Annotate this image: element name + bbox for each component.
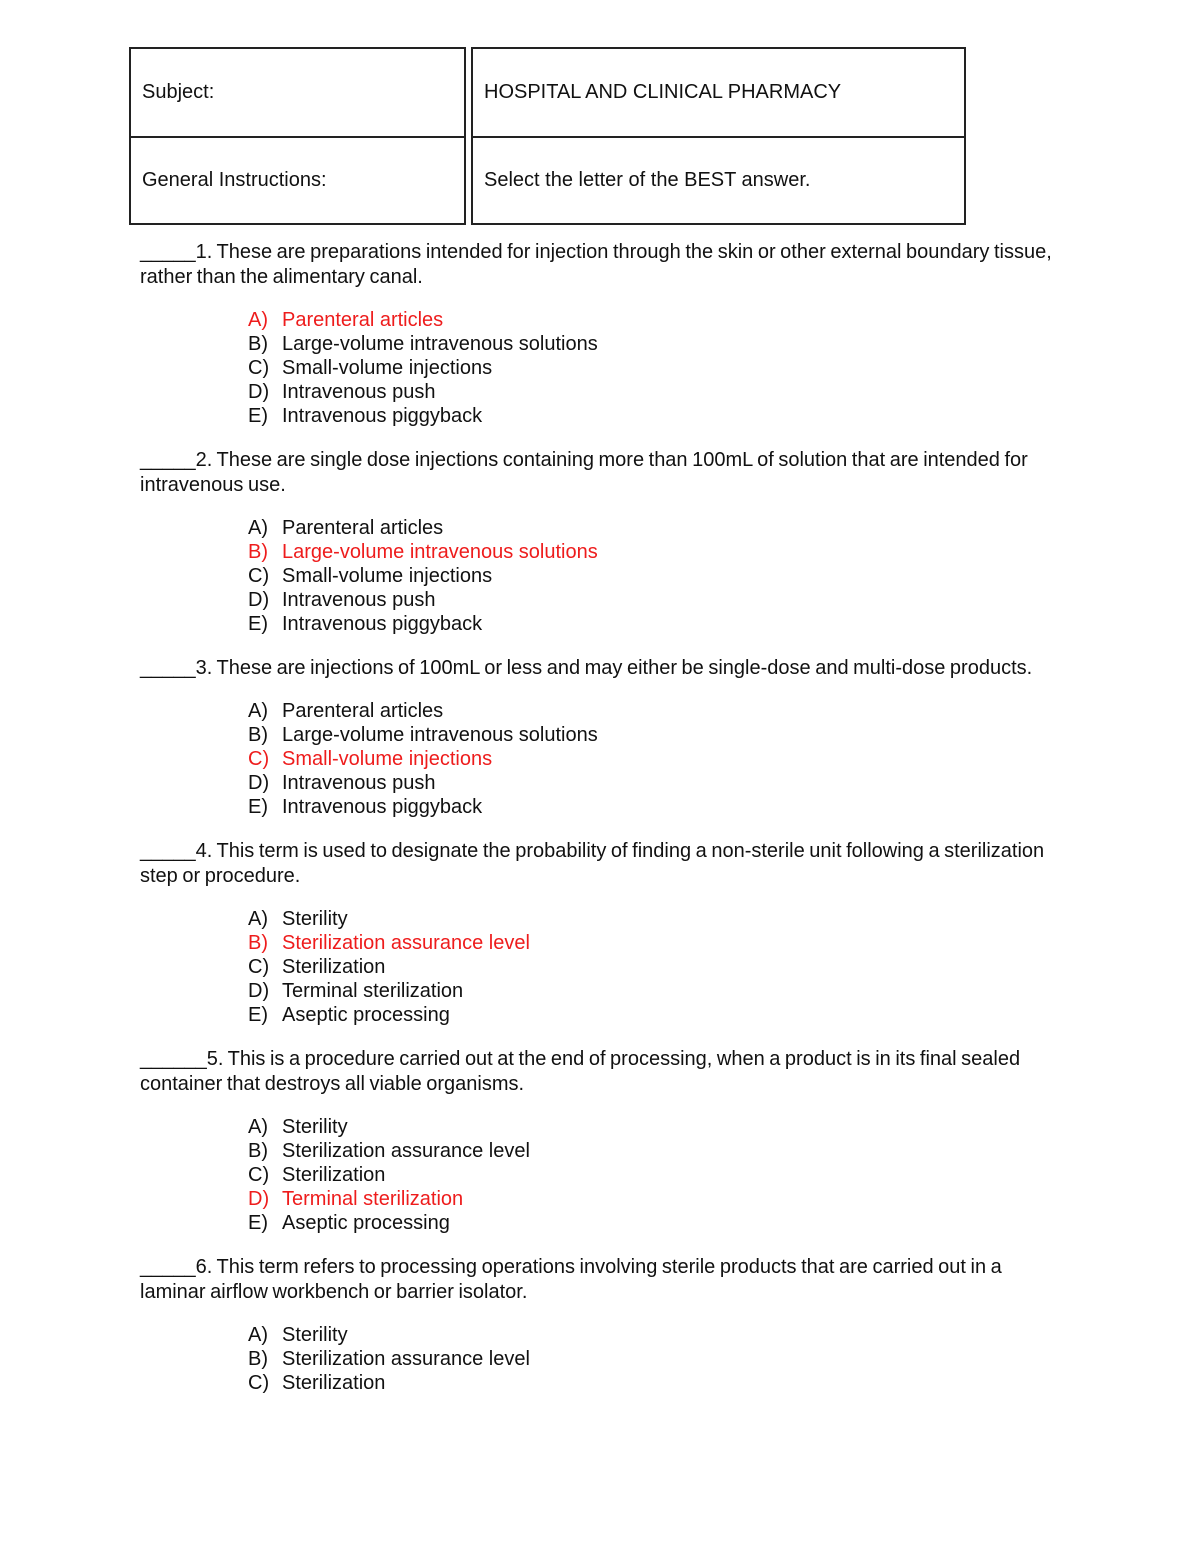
answer-options [140,699,1060,819]
option-text: Parenteral articles [282,517,444,539]
option-text: Intravenous piggyback [282,613,483,635]
answer-options [140,308,1060,428]
answer-option [248,1347,1060,1371]
answer-options [140,907,1060,1027]
option-text: Parenteral articles [282,700,444,722]
header-table [129,47,966,225]
option-letter: C) [248,1372,270,1394]
option-text: Terminal sterilization [282,980,464,1002]
option-text: Sterilization [282,1164,386,1186]
question-stem: _____6. This term refers to processing operations involving sterile products that are carried out in a laminar airflow workbench or barrier isolator. [140,1256,1002,1303]
option-text: Sterilization [282,1372,386,1394]
question-stem: _____2. These are single dose injections containing more than 100mL of solution that are intended for intravenous use. [140,449,1028,496]
instructions-value: Select the letter of the BEST answer. [484,169,811,191]
option-letter: D) [248,772,270,794]
question-stem: _____3. These are injections of 100mL or less and may either be single-dose and multi-dose products. [140,657,1033,679]
option-text: Small-volume injections [282,748,493,770]
option-text: Large-volume intravenous solutions [282,541,598,563]
answer-option-correct [248,308,1060,332]
answer-option [248,1139,1060,1163]
answer-option [248,907,1060,931]
answer-options [140,516,1060,636]
answer-option [248,516,1060,540]
option-letter: D) [248,589,270,611]
option-letter: A) [248,1324,268,1346]
option-letter: A) [248,1116,268,1138]
question-stem: ______5. This is a procedure carried out at the end of processing, when a product is in its final sealed container that destroys all viable organisms. [140,1048,1021,1095]
answer-option-correct [248,1187,1060,1211]
option-text: Sterilization assurance level [282,1140,530,1162]
question-stem: _____1. These are preparations intended for injection through the skin or other external boundary tissue, rather than the alimentary canal. [140,241,1052,288]
answer-option [248,1163,1060,1187]
answer-option [248,588,1060,612]
answer-option-correct [248,931,1060,955]
option-text: Aseptic processing [282,1004,450,1026]
option-text: Aseptic processing [282,1212,450,1234]
answer-option [248,1371,1060,1395]
subject-value-cell [471,47,966,138]
answer-option [248,723,1060,747]
option-letter: B) [248,1140,268,1162]
option-letter: A) [248,517,268,539]
option-letter: B) [248,724,268,746]
option-text: Large-volume intravenous solutions [282,724,598,746]
answer-option-correct [248,540,1060,564]
option-text: Small-volume injections [282,565,493,587]
subject-value: HOSPITAL AND CLINICAL PHARMACY [484,81,842,103]
option-letter: C) [248,357,270,379]
option-text: Intravenous push [282,381,436,403]
option-letter: C) [248,565,270,587]
option-letter: C) [248,1164,270,1186]
option-letter: B) [248,1348,268,1370]
answer-option-correct [248,747,1060,771]
question-stem: _____4. This term is used to designate the probability of finding a non-sterile unit following a sterilization step or procedure. [140,840,1045,887]
option-text: Sterilization assurance level [282,1348,530,1370]
option-text: Sterility [282,1324,348,1346]
subject-label-cell [129,47,466,138]
option-text: Small-volume injections [282,357,493,379]
answer-option [248,1323,1060,1347]
option-letter: C) [248,748,270,770]
option-text: Intravenous push [282,772,436,794]
question-5 [140,1047,1060,1235]
answer-option [248,1115,1060,1139]
answer-option [248,771,1060,795]
option-text: Large-volume intravenous solutions [282,333,598,355]
option-letter: E) [248,613,268,635]
question-2 [140,448,1060,636]
answer-option [248,795,1060,819]
answer-option [248,612,1060,636]
answer-option [248,1003,1060,1027]
option-letter: A) [248,309,268,331]
option-text: Terminal sterilization [282,1188,464,1210]
option-letter: A) [248,700,268,722]
option-text: Sterilization assurance level [282,932,530,954]
answer-option [248,955,1060,979]
option-letter: D) [248,381,270,403]
option-letter: E) [248,1004,268,1026]
question-3 [140,656,1060,819]
option-text: Parenteral articles [282,309,444,331]
instructions-label: General Instructions: [142,169,327,191]
option-text: Sterilization [282,956,386,978]
option-letter: B) [248,333,268,355]
instructions-label-cell [129,136,466,225]
option-text: Intravenous push [282,589,436,611]
option-text: Intravenous piggyback [282,405,483,427]
option-letter: E) [248,796,268,818]
answer-options [140,1115,1060,1235]
option-letter: D) [248,980,270,1002]
option-letter: B) [248,932,268,954]
option-text: Intravenous piggyback [282,796,483,818]
answer-option [248,564,1060,588]
subject-label: Subject: [142,81,215,103]
option-text: Sterility [282,1116,348,1138]
question-4 [140,839,1060,1027]
answer-option [248,404,1060,428]
answer-option [248,1211,1060,1235]
option-letter: D) [248,1188,270,1210]
option-letter: B) [248,541,268,563]
question-list [140,240,1060,1415]
answer-option [248,332,1060,356]
question-6 [140,1255,1060,1395]
answer-option [248,699,1060,723]
option-letter: E) [248,405,268,427]
option-letter: A) [248,908,268,930]
option-letter: E) [248,1212,268,1234]
answer-option [248,380,1060,404]
instructions-value-cell [471,136,966,225]
option-letter: C) [248,956,270,978]
answer-option [248,979,1060,1003]
answer-options [140,1323,1060,1395]
answer-option [248,356,1060,380]
question-1 [140,240,1060,428]
option-text: Sterility [282,908,348,930]
